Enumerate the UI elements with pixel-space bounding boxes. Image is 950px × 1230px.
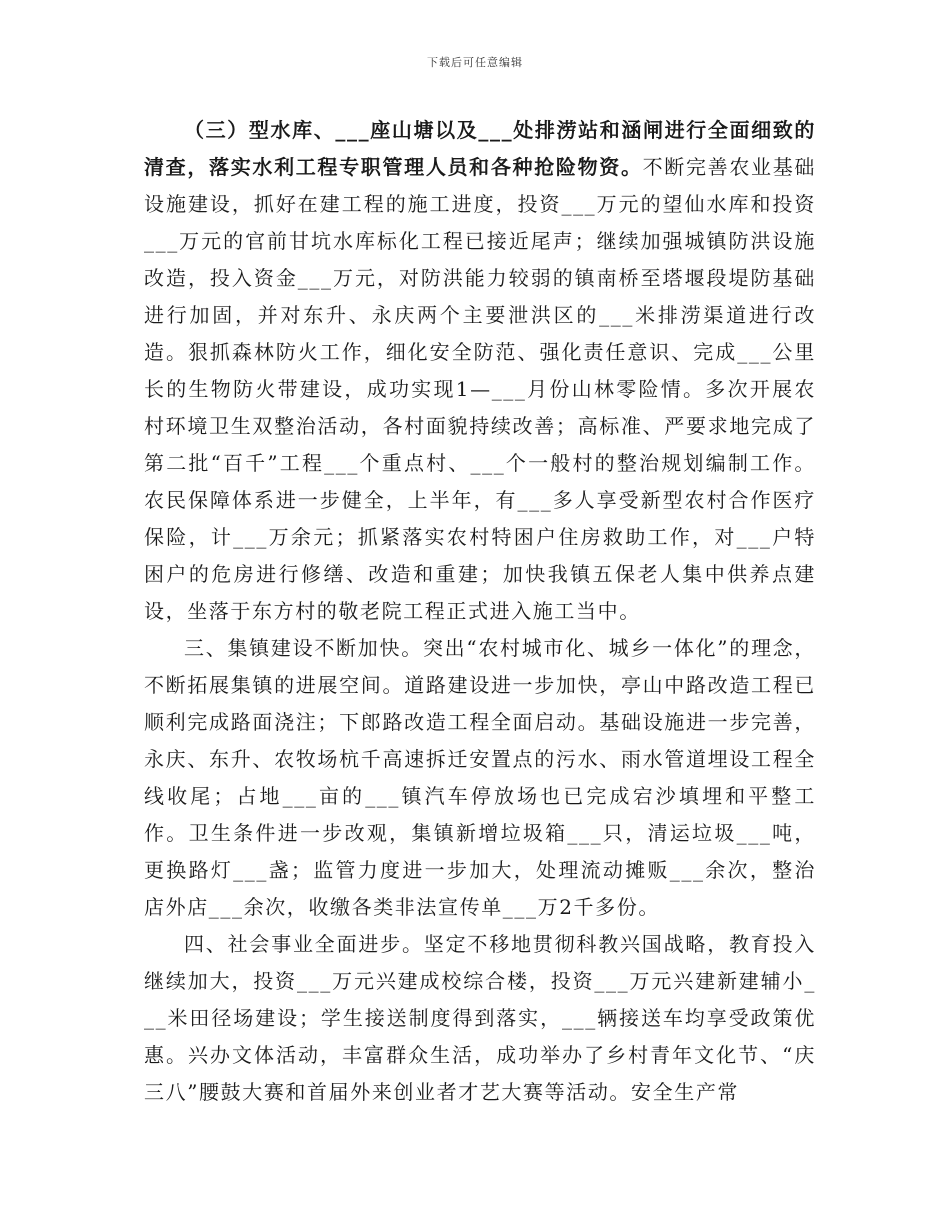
paragraph-text: 不断完善农业基础设施建设，抓好在建工程的施工进度，投资___万元的望仙水库和投资___万元的官前甘坑水库标化工程已接近尾声；继续加强城镇防洪设施改造，投入资金___万元，对防洪能力较弱的镇南桥至塔堰段堤防基础进行加固，并对东升、永庆两个主要泄洪区的___米排涝渠道进行改造。狠抓森林防火工作，细化安全防范、强化责任意识、完成___公里长的生物防火带建设，成功实现1—___月份山林零险情。多次开展农村环境卫生双整治活动，各村面貌持续改善；高标准、严要求地完成了第二批“百千”工程___个重点村、___个一般村的整治规划编制工作。农民保障体系进一步健全，上半年，有___多人享受新型农村合作医疗保险，计___万余元；抓紧落实农村特困户住房救助工作，对___户特困户的危房进行修缮、改造和重建；加快我镇五保老人集中供养点建设，坐落于东方村的敬老院工程正式进入施工当中。 — [144, 155, 816, 623]
paragraph-social-affairs — [144, 926, 816, 1111]
paragraph-text: 四、社会事业全面进步。坚定不移地贯彻科教兴国战略，教育投入继续加大，投资___万元兴建成校综合楼，投资___万元兴建新建辅小___米田径场建设；学生接送制度得到落实，___辆接送车均享受政策优惠。兴办文体活动，丰富群众生活，成功举办了乡村青年文化节、“庆三八”腰鼓大赛和首届外来创业者才艺大赛等活动。安全生产常 — [144, 932, 816, 1104]
page-header-note: 下载后可任意编辑 — [427, 56, 523, 69]
paragraph-town-construction — [144, 630, 816, 926]
paragraph-text: 三、集镇建设不断加快。突出“农村城市化、城乡一体化”的理念，不断拓展集镇的进展空间。道路建设进一步加快，亭山中路改造工程已顺利完成路面浇注；下郎路改造工程全面启动。基础设施进一步完善，永庆、东升、农牧场杭千高速拆迁安置点的污水、雨水管道埋设工程全线收尾；占地___亩的___镇汽车停放场也已完成宕沙填埋和平整工作。卫生条件进一步改观，集镇新增垃圾箱___只，清运垃圾___吨，更换路灯___盏；监管力度进一步加大，处理流动摊贩___余次，整治店外店___余次，收缴各类非法宣传单___万2千多份。 — [144, 636, 816, 919]
paragraph-water-infrastructure — [144, 112, 816, 630]
paragraph-bold-lead: （三）型水库、___座山塘以及___处排涝站和涵闸进行全面细致的清查，落实水利工程专职管理人员和各种抢险物资。 — [144, 118, 816, 179]
document-body — [144, 112, 816, 1111]
